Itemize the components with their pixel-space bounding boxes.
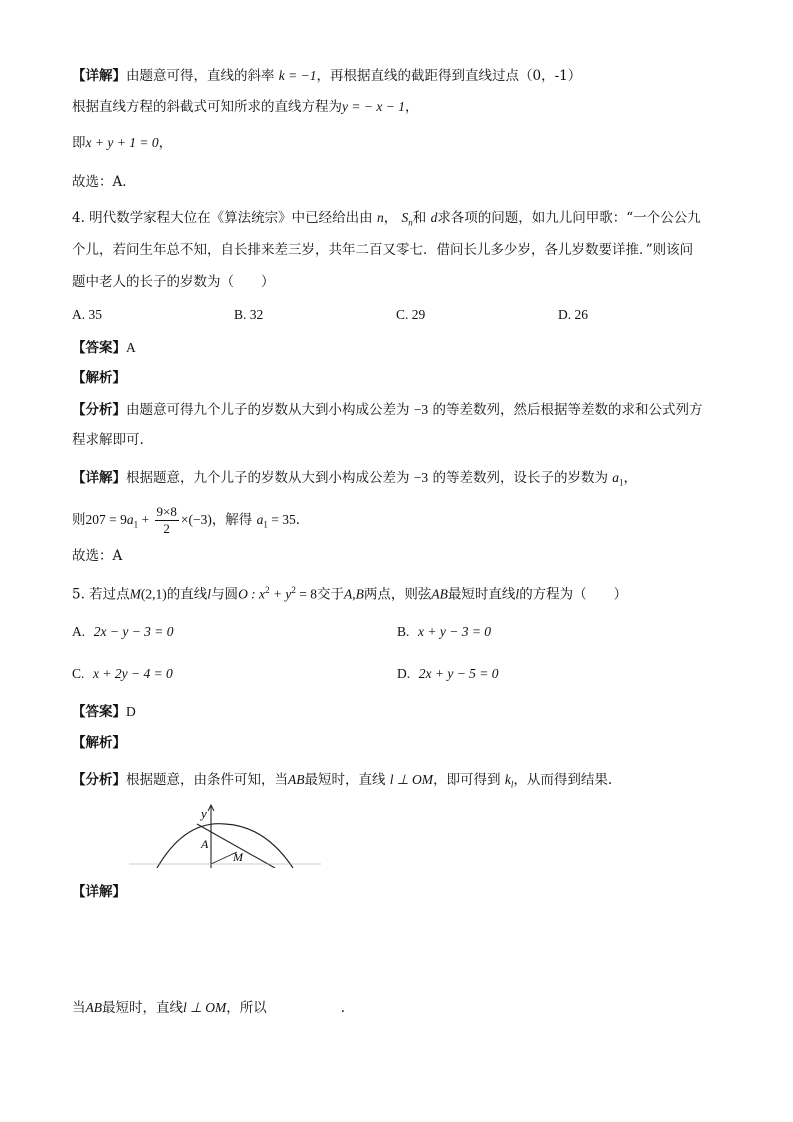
q4-choose: 故选：A — [72, 548, 123, 564]
q5-stem: 5. 若过点M(2,1)的直线l与圆O : $x^2 + y^2 = 8$交于A,B两点，则弦AB最短时直线l的方程为（ ） — [72, 585, 628, 603]
q4-option-b: B. 32 — [234, 307, 264, 322]
q5-option-c: C. x + 2y − 4 = 0 — [72, 666, 173, 681]
q5-option-d: D. 2x + y − 5 = 0 — [397, 666, 499, 681]
q4-option-a: A. 35 — [72, 307, 102, 322]
q4-stem-line-1: 4. 明代数学家程大位在《算法统宗》中已经给出由 n， $S_n$和 d求各项的问题，如九儿问甲歌：“一个公公九 — [72, 210, 701, 228]
q5-detail-tag: 【详解】 — [72, 884, 126, 900]
q4-fenxi-line-2: 程求解即可. — [72, 432, 144, 448]
q4-analysis-tag: 【解析】 — [72, 370, 126, 386]
q4-option-c: C. 29 — [396, 307, 426, 322]
q4-option-d: D. 26 — [558, 307, 588, 322]
q3-detail-tag: 【详解】 — [72, 68, 126, 84]
figure-label-a: A — [201, 837, 209, 851]
q3-choose: 故选：A． — [72, 174, 136, 190]
q4-fenxi-line-1: 【分析】由题意可得九个儿子的岁数从大到小构成公差为 −3 的等差数列，然后根据等差数的求和公式列方 — [72, 402, 703, 418]
q5-final-line: 当AB最短时，直线l ⊥ OM，所以 . — [72, 1000, 346, 1016]
q5-option-b: B. x + y − 3 = 0 — [397, 624, 492, 639]
q4-stem-line-2: 个儿，若问生年总不知，自长排来差三岁，共年二百又零七．借问长儿多少岁，各儿岁数要详推．”则该问 — [72, 242, 694, 258]
q4-detail-line-1: 【详解】根据题意，九个儿子的岁数从大到小构成公差为 −3 的等差数列，设长子的岁数为 $a_1$， — [72, 470, 638, 488]
q5-answer: 【答案】D — [72, 704, 136, 720]
circle-arc — [157, 824, 293, 868]
q5-fenxi: 【分析】根据题意，由条件可知，当AB最短时，直线 l ⊥ OM，即可得到 $k_l$，从而得到结果. — [72, 772, 613, 790]
circle-figure — [125, 800, 325, 868]
equation-fraction: $\frac{9\times 8}{2}$ — [156, 504, 177, 536]
figure-label-y: y — [201, 806, 207, 821]
q4-equation: 则$207 = 9a_1$ + $\frac{9\times 8}{2}$ ×(−3)，解得 $a_1 = 35$． — [72, 504, 310, 536]
q5-analysis-tag: 【解析】 — [72, 735, 126, 751]
figure-label-m: M — [233, 850, 243, 864]
q4-answer: 【答案】A — [72, 340, 136, 356]
q3-detail-line-2: 根据直线方程的斜截式可知所求的直线方程为y = − x − 1， — [72, 99, 419, 115]
q5-option-a: A. 2x − y − 3 = 0 — [72, 624, 174, 639]
q3-detail-line-1: 【详解】由题意可得，直线的斜率 k = −1，再根据直线的截距得到直线过点（0，-1） — [72, 68, 582, 84]
q3-detail-line-3: 即x + y + 1 = 0， — [72, 135, 173, 151]
q4-stem-line-3: 题中老人的长子的岁数为（ ） — [72, 274, 275, 290]
